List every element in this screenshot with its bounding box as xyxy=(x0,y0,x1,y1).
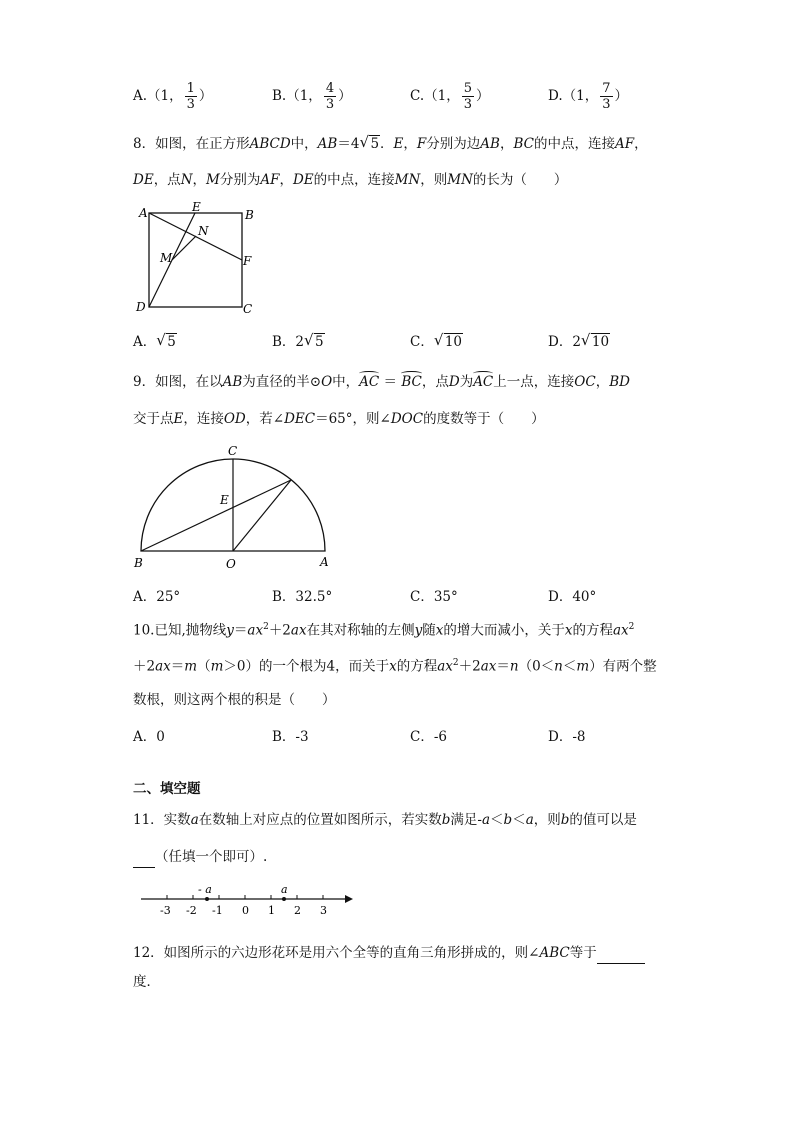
tick-label: -1 xyxy=(212,904,223,917)
q10-stem-line3: 数根，则这两个根的积是（ ） xyxy=(133,692,336,708)
sqrt: √ 5 xyxy=(360,134,380,154)
label-a: A xyxy=(320,555,329,569)
sqrt: √ 5 xyxy=(157,332,177,352)
label-m: M xyxy=(160,251,173,265)
tick-label: 0 xyxy=(242,904,249,917)
segment-mn xyxy=(172,236,196,260)
label-b: B xyxy=(245,208,254,222)
label-b: B xyxy=(134,556,143,570)
label-n: N xyxy=(198,224,209,238)
tick-label: -2 xyxy=(186,904,197,917)
point-neg-a xyxy=(205,897,209,901)
q10-option-a: A．0 xyxy=(133,729,165,745)
label-f: F xyxy=(243,254,252,268)
q7-option-b: B.（1， $\frac{4}{3}$ ） xyxy=(272,81,352,112)
q8-stem-line2: DE，点N，M分别为AF，DE的中点，连接MN，则MN的长为（ ） xyxy=(133,172,568,188)
q9-option-a: A．25° xyxy=(133,589,181,605)
fraction: $\frac{4}{3}$ xyxy=(325,81,335,112)
label-d: D xyxy=(136,300,146,314)
q8-option-a: A．√ 5 xyxy=(133,332,177,352)
q12-stem-line1: 12．如图所示的六边形花环是用六个全等的直角三角形拼成的，则∠ABC等于 xyxy=(133,943,645,964)
point-a xyxy=(282,897,286,901)
q9-stem-line1: 9．如图，在以AB为直径的半⊙O中，AC ＝ BC，点D为AC上一点，连接OC，BD xyxy=(133,374,630,390)
q9-semicircle-figure xyxy=(128,440,348,575)
label-a: a xyxy=(281,883,288,896)
tick-label: 2 xyxy=(294,904,301,917)
q10-option-d: D．-8 xyxy=(548,729,586,745)
q8-option-d: D．2√ 10 xyxy=(548,332,610,352)
answer-blank[interactable] xyxy=(133,847,155,868)
answer-blank[interactable] xyxy=(597,943,645,964)
q10-stem-line1: 10.已知,抛物线$y=ax^2+2ax$在其对称轴的左侧y随x的增大而减小，关于x的方程$ax^2$ xyxy=(133,622,635,639)
label-e: E xyxy=(220,493,229,507)
fraction: $\frac{1}{3}$ xyxy=(186,81,195,112)
label-e: E xyxy=(192,200,201,214)
fraction: $\frac{7}{3}$ xyxy=(602,81,611,112)
tick-label: 1 xyxy=(268,904,275,917)
label-c: C xyxy=(228,444,238,458)
section-heading-fill-in: 二、填空题 xyxy=(133,781,201,797)
label-o: O xyxy=(226,557,236,571)
q8-option-c: C．√ 10 xyxy=(410,332,463,352)
sqrt: √ 10 xyxy=(435,332,463,352)
q8-option-b: B．2√ 5 xyxy=(272,332,325,352)
sqrt: √ 5 xyxy=(305,332,325,352)
q7-option-d: D.（1， $\frac{7}{3}$ ） xyxy=(548,81,629,112)
label-neg-a: - a xyxy=(198,883,212,896)
q9-option-c: C．35° xyxy=(410,589,458,605)
q10-option-c: C．-6 xyxy=(410,729,447,745)
q8-stem-line1: 8．如图，在正方形ABCD中，AB＝4√ 5．E，F分别为边AB，BC的中点，连接AF， xyxy=(133,134,648,154)
q7-option-c: C.（1， $\frac{5}{3}$ ） xyxy=(410,81,490,112)
sqrt: √ 10 xyxy=(582,332,610,352)
q9-stem-line2: 交于点E，连接OD，若∠DEC＝65°，则∠DOC的度数等于（ ） xyxy=(133,411,545,427)
tick-label: -3 xyxy=(160,904,171,917)
q11-number-line xyxy=(130,878,370,920)
axis-arrow xyxy=(345,895,353,903)
q9-option-d: D．40° xyxy=(548,589,597,605)
q11-stem-line2: （任填一个即可）. xyxy=(133,847,267,868)
q12-stem-line2: 度． xyxy=(133,974,160,990)
label-c: C xyxy=(243,302,253,316)
q11-stem-line1: 11．实数a在数轴上对应点的位置如图所示，若实数b满足-a＜b＜a，则b的值可以是 xyxy=(133,812,637,828)
q10-stem-line2: ＋2ax＝m（m＞0）的一个根为4，而关于x的方程$ax^2+2ax=n(0<n<m)$有两个整 xyxy=(133,658,657,675)
q7-option-a: A.（1， $\frac{1}{3}$ ） xyxy=(133,81,213,112)
fraction: $\frac{5}{3}$ xyxy=(463,81,473,112)
q9-option-b: B．32.5° xyxy=(272,589,333,605)
q8-square-figure xyxy=(130,200,270,320)
label-a: A xyxy=(139,206,148,220)
tick-label: 3 xyxy=(320,904,327,917)
segment-od xyxy=(233,480,291,551)
q10-option-b: B．-3 xyxy=(272,729,309,745)
